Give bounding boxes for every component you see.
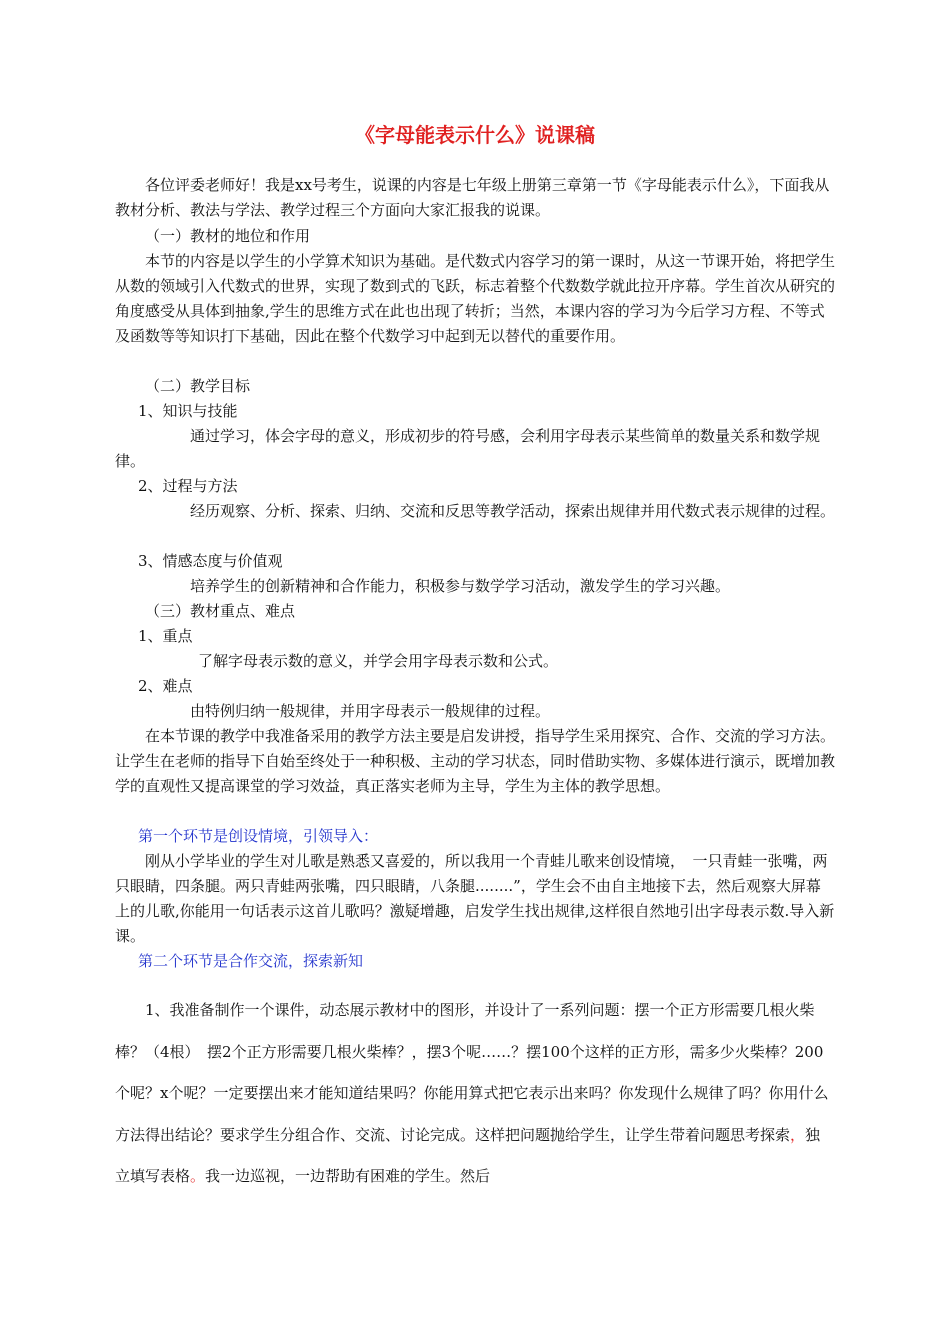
methods-paragraph: 在本节课的教学中我准备采用的教学方法主要是启发讲授，指导学生采用探究、合作、交流的学习方法。让学生在老师的指导下自始至终处于一种积极、主动的学习状态，同时借助实物、多媒体进行演示，既增加教学的直观性又提高课堂的学习效益，真正落实老师为主导，学生为主体的教学思想。 [115, 727, 836, 795]
difficult-point-heading: 2、难点 [138, 677, 193, 695]
goal2-paragraph: 经历观察、分析、探索、归纳、交流和反思等教学活动，探索出规律并用代数式表示规律的过程。 [190, 502, 836, 520]
step1-heading: 第一个环节是创设情境，引领导入： [138, 827, 379, 845]
section1-paragraph: 本节的内容是以学生的小学算术知识为基础。是代数式内容学习的第一课时，从这一节课开始，将把学生从数的领域引入代数式的世界，实现了数到式的飞跃，标志着整个代数数学就此拉开序幕。学生首次从研究的角度感受从具体到抽象,学生的思维方式在此也出现了转折；当然，本课内容的学习为今后学习方程、不等式及函数等等知识打下基础，因此在整个代数学习中起到无以替代的重要作用。 [115, 252, 836, 345]
goal2-heading: 2、过程与方法 [138, 477, 238, 495]
goal1-paragraph: 通过学习，体会字母的意义，形成初步的符号感，会利用字母表示某些简单的数量关系和数学规律。 [115, 427, 821, 470]
step2-paragraph [115, 990, 835, 1198]
difficult-point-paragraph: 由特例归纳一般规律，并用字母表示一般规律的过程。 [190, 702, 551, 720]
key-point-paragraph: 了解字母表示数的意义，并学会用字母表示数和公式。 [198, 652, 559, 670]
section3-heading: （三）教材重点、难点 [145, 602, 296, 620]
step2-heading: 第二个环节是合作交流，探索新知 [138, 952, 364, 970]
section1-heading: （一）教材的地位和作用 [145, 227, 311, 245]
step1-paragraph: 刚从小学毕业的学生对儿歌是熟悉又喜爱的，所以我用一个青蛙儿歌来创设情境， 一只青蛙一张嘴，两只眼睛，四条腿。两只青蛙两张嘴，四只眼睛，八条腿........”，学生会不由自主地接下去，然后观察大屏幕上的儿歌,你能用一句话表示这首儿歌吗？激疑增趣，启发学生找出规律,这样很自然地引出字母表示数.导入新课。 [115, 852, 835, 945]
goal1-heading: 1、知识与技能 [138, 402, 238, 420]
step2-text-a: 1、我准备制作一个课件，动态展示教材中的图形，并设计了一系列问题：摆一个正方形需要几根火柴棒？（4根） 摆2个正方形需要几根火柴棒？，摆3个呢……？摆100个这样的正方形，需多少火柴棒？200个呢？x个呢？一定要摆出来才能知道结果吗？你能用算式把它表示出来吗？你发现什么规律了吗？你用什么方法得出结论？要求学生分组合作、交流、讨论完成。这样把问题抛给学生，让学生带着问题思考探索 [115, 1001, 829, 1144]
intro-paragraph: 各位评委老师好！我是xx号考生，说课的内容是七年级上册第三章第一节《字母能表示什么》，下面我从教材分析、教法与学法、教学过程三个方面向大家汇报我的说课。 [115, 176, 830, 219]
goal3-paragraph: 培养学生的创新精神和合作能力，积极参与数学学习活动，激发学生的学习兴趣。 [190, 577, 731, 595]
step2-red-comma: ， [790, 1125, 806, 1144]
step2-text-c: 我一边巡视，一边帮助有困难的学生。然后 [205, 1167, 491, 1185]
step2-red-period: 。 [190, 1167, 206, 1185]
step2-text-b: 独立填写表格 [115, 1125, 821, 1185]
key-point-heading: 1、重点 [138, 627, 193, 645]
section2-heading: （二）教学目标 [145, 377, 251, 395]
goal3-heading: 3、情感态度与价值观 [138, 552, 283, 570]
document-title: 《字母能表示什么》说课稿 [355, 123, 595, 147]
